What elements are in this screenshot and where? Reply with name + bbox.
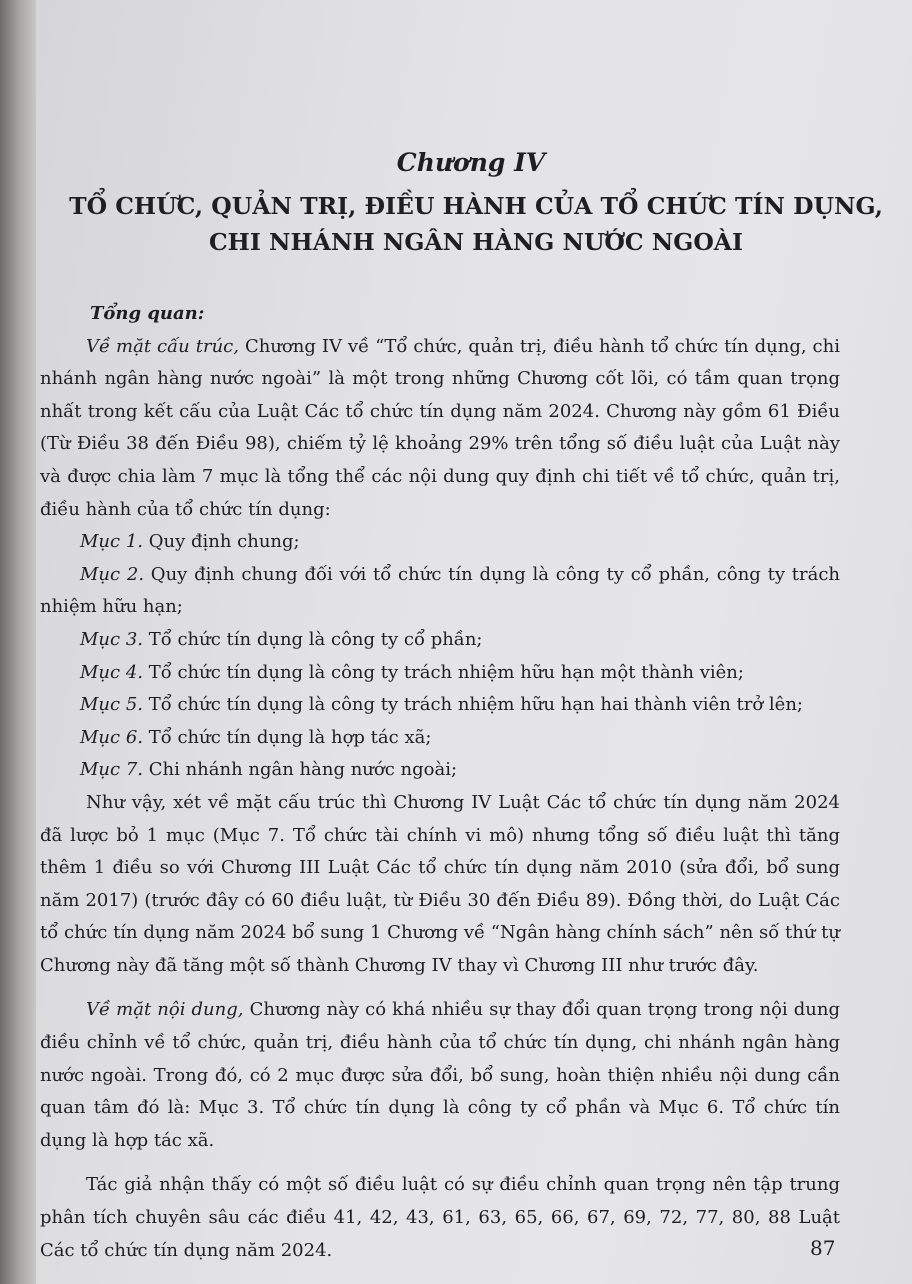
author-paragraph: Tác giả nhận thấy có một số điều luật có sự điều chỉnh quan trọng nên tập trung phân tích chuyên sâu các điều 41, 42, 43, 61, 63, 65, 66, 67, 69, 72, 77, 80, 88 Luật Các tổ chức tín dụng năm 2024. bbox=[40, 1174, 840, 1261]
section-item bbox=[40, 559, 840, 624]
page-number: 87 bbox=[810, 1236, 836, 1260]
summary-paragraph: Như vậy, xét về mặt cấu trúc thì Chương IV Luật Các tổ chức tín dụng năm 2024 đã lược bỏ 1 mục (Mục 7. Tổ chức tài chính vi mô) nhưng tổng số điều luật thì tăng thêm 1 điều so với Chương III Luật Các tổ chức tín dụng năm 2010 (sửa đổi, bổ sung năm 2017) (trước đây có 60 điều luật, từ Điều 30 đến Điều 89). Đồng thời, do Luật Các tổ chức tín dụng năm 2024 bổ sung 1 Chương về “Ngân hàng chính sách” nên số thứ tự Chương này đã tăng một số thành Chương IV thay vì Chương III như trước đây. bbox=[40, 791, 840, 976]
section-item bbox=[40, 526, 840, 559]
section-text: Tổ chức tín dụng là công ty trách nhiệm hữu hạn hai thành viên trở lên; bbox=[143, 694, 803, 716]
section-text: Tổ chức tín dụng là công ty cổ phần; bbox=[143, 628, 483, 650]
section-label: Mục 3. bbox=[80, 628, 143, 650]
content-text: Chương này có khá nhiều sự thay đổi quan trọng trong nội dung điều chỉnh về tổ chức, quản trị, điều hành của tổ chức tín dụng, chi nhánh ngân hàng nước ngoài. Trong đó, có 2 mục được sửa đổi, bổ sung, hoàn thiện nhiều nội dung cần quan tâm đó là: Mục 3. Tổ chức tín dụng là công ty cổ phần và Mục 6. Tổ chức tín dụng là hợp tác xã. bbox=[40, 999, 840, 1151]
overview-heading: Tổng quan: bbox=[90, 303, 205, 324]
section-text: Quy định chung; bbox=[143, 531, 300, 553]
section-text: Chi nhánh ngân hàng nước ngoài; bbox=[143, 759, 458, 781]
section-label: Mục 4. bbox=[80, 661, 143, 683]
chapter-title-line-1: TỔ CHỨC, QUẢN TRỊ, ĐIỀU HÀNH CỦA TỔ CHỨC TÍN DỤNG, bbox=[69, 192, 883, 220]
section-label: Mục 2. bbox=[80, 563, 145, 585]
section-item bbox=[40, 689, 840, 722]
section-item bbox=[40, 624, 840, 657]
chapter-label: Chương IV bbox=[396, 148, 546, 177]
chapter-title bbox=[56, 188, 896, 260]
structure-text: Chương IV về “Tổ chức, quản trị, điều hành tổ chức tín dụng, chi nhánh ngân hàng nước ngoài” là một trong những Chương cốt lõi, có tầm quan trọng nhất trong kết cấu của Luật Các tổ chức tín dụng năm 2024. Chương này gồm 61 Điều (Từ Điều 38 đến Điều 98), chiếm tỷ lệ khoảng 29% trên tổng số điều luật của Luật này và được chia làm 7 mục là tổng thể các nội dung quy định chi tiết về tổ chức, quản trị, điều hành của tổ chức tín dụng: bbox=[40, 335, 840, 520]
chapter-title-line-2: CHI NHÁNH NGÂN HÀNG NƯỚC NGOÀI bbox=[208, 228, 744, 256]
section-item bbox=[40, 754, 840, 787]
book-page bbox=[36, 0, 912, 1284]
section-text: Tổ chức tín dụng là công ty trách nhiệm hữu hạn một thành viên; bbox=[143, 661, 744, 683]
content-paragraph bbox=[40, 994, 840, 1157]
structure-lead: Về mặt cấu trúc, bbox=[86, 335, 239, 357]
body-text bbox=[40, 298, 840, 1267]
book-spine-edge bbox=[0, 0, 36, 1284]
content-lead: Về mặt nội dung, bbox=[86, 999, 244, 1021]
section-item bbox=[40, 722, 840, 755]
section-text: Quy định chung đối với tổ chức tín dụng là công ty cổ phần, công ty trách nhiệm hữu hạn; bbox=[40, 563, 840, 618]
section-label: Mục 6. bbox=[80, 726, 143, 748]
section-label: Mục 5. bbox=[80, 694, 143, 716]
section-label: Mục 7. bbox=[80, 759, 143, 781]
section-text: Tổ chức tín dụng là hợp tác xã; bbox=[143, 726, 432, 748]
section-item bbox=[40, 657, 840, 690]
section-label: Mục 1. bbox=[80, 531, 143, 553]
structure-paragraph bbox=[40, 331, 840, 527]
